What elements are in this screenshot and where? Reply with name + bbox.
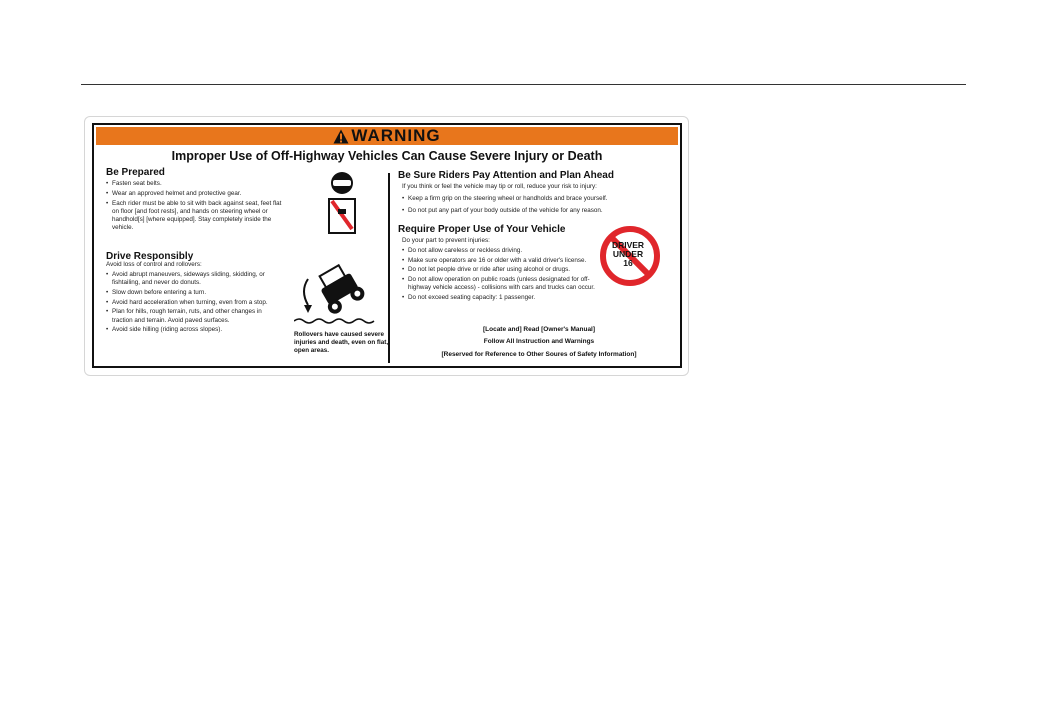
badge-text (602, 241, 654, 268)
alert-triangle-icon (333, 129, 349, 144)
badge-line-3: 16 (623, 258, 633, 268)
headline: Improper Use of Off-Highway Vehicles Can Cause Severe Injury or Death (171, 149, 603, 163)
footer-line-3: [Reserved for Reference to Other Soures of Safety Information] (441, 351, 637, 358)
seatbelt-rider-icon (324, 171, 360, 241)
be-prepared-list (106, 180, 286, 234)
list-intro: Do your part to prevent injuries: (402, 237, 490, 244)
column-divider (388, 173, 390, 363)
rollover-caption: Rollovers have caused severe injuries and death, even on flat, open areas. (294, 331, 389, 355)
list-item: • Do not put any part of your body outside of the vehicle for any reason. (402, 207, 672, 215)
list-item: • Keep a firm grip on the steering wheel or handholds and brace yourself. (402, 195, 672, 203)
list-item: • Avoid abrupt maneuvers, sideways sliding, skidding, or fishtailing, and never do donuts. (106, 271, 276, 287)
require-proper-title: Require Proper Use of Your Vehicle (398, 224, 566, 235)
list-item: • Slow down before entering a turn. (106, 289, 276, 297)
list-item: • Make sure operators are 16 or older with a valid driver's license. (402, 257, 607, 265)
list-item: • Do not allow operation on public roads (unless designated for off-highway vehicle access) - collisions with cars and trucks can occur. (402, 276, 607, 292)
list-item: • Do not let people drive or ride after using alcohol or drugs. (402, 266, 607, 274)
badge-line-1: DRIVER (611, 240, 645, 250)
list-item: • Wear an approved helmet and protective gear. (106, 190, 286, 198)
list-item: • Do not exceed seating capacity: 1 passenger. (402, 294, 607, 302)
list-intro: Avoid loss of control and rollovers: (106, 261, 202, 268)
list-item: • Avoid hard acceleration when turning, even from a stop. (106, 299, 276, 307)
page-rule (81, 84, 966, 85)
banner-text: WARNING (351, 126, 441, 145)
list-item: • Fasten seat belts. (106, 180, 286, 188)
require-proper-list (402, 237, 607, 304)
rollover-vehicle-icon (294, 261, 376, 325)
list-item: • Each rider must be able to sit with back against seat, feet flat on floor [and foot rests], and hands on steering wheel or handhold[s] [where equipped]. Stay completely inside the vehicle. (106, 200, 286, 233)
list-intro: If you think or feel the vehicle may tip or roll, reduce your risk to injury: (402, 183, 597, 190)
be-sure-list (402, 183, 672, 217)
be-sure-title: Be Sure Riders Pay Attention and Plan Ahead (398, 170, 614, 181)
warning-label (92, 123, 682, 368)
list-item: • Avoid side hilling (riding across slopes). (106, 326, 276, 334)
be-prepared-title: Be Prepared (106, 167, 165, 178)
badge-line-2: UNDER (612, 249, 644, 259)
footer-line-2: Follow All Instruction and Warnings (483, 338, 595, 345)
warning-banner (96, 127, 678, 145)
footer-line-1: [Locate and] Read [Owner's Manual] (482, 326, 596, 333)
list-item: • Do not allow careless or reckless driving. (402, 247, 607, 255)
list-item: • Plan for hills, rough terrain, ruts, and other changes in traction and terrain. Avoid paved surfaces. (106, 308, 276, 324)
drive-responsibly-list (106, 261, 276, 336)
drive-responsibly-title: Drive Responsibly (106, 251, 194, 262)
